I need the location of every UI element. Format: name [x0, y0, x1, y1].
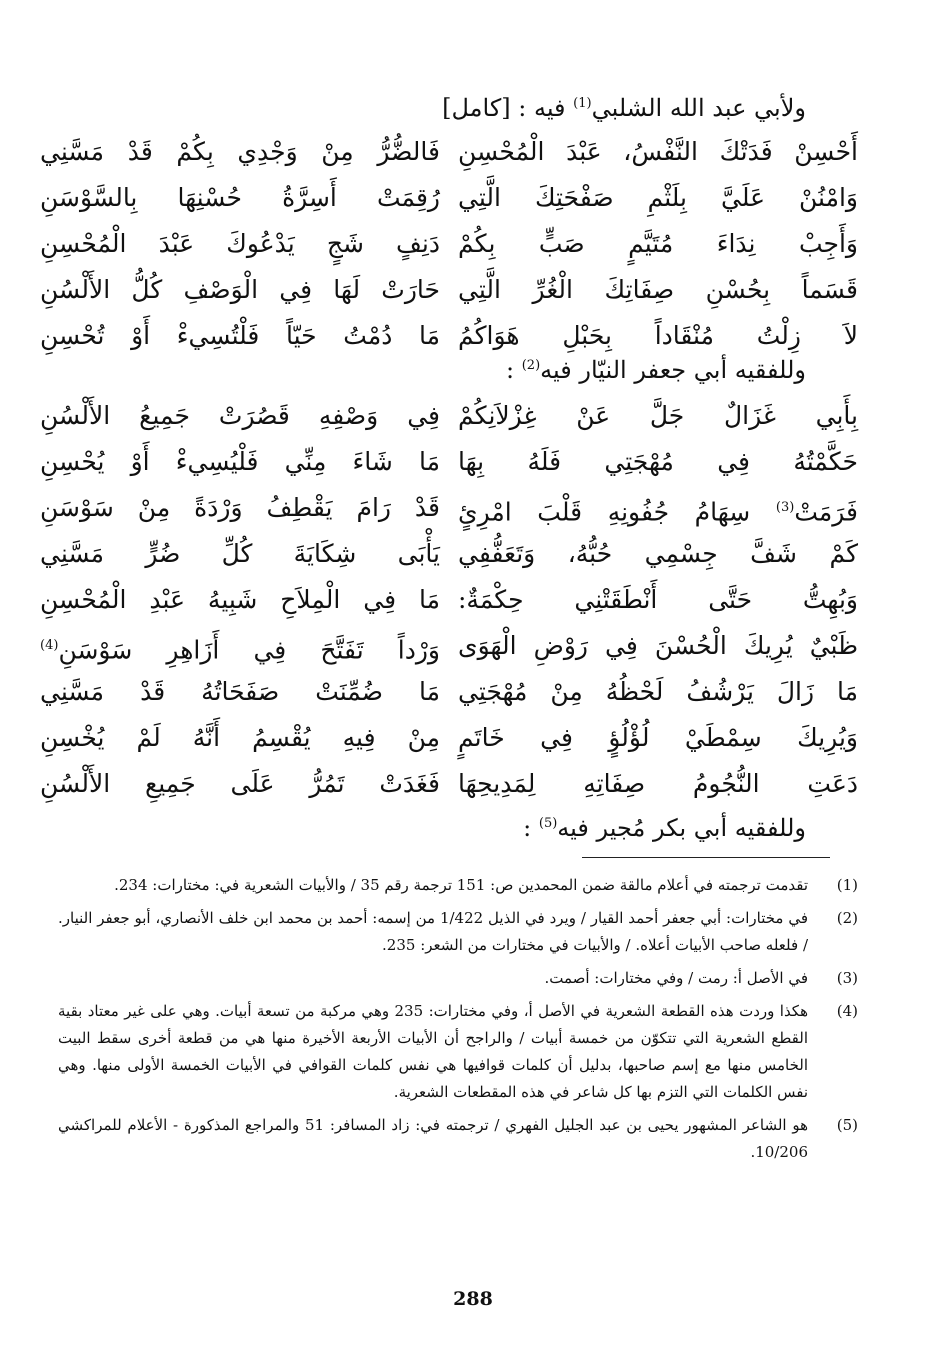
verse: [40, 764, 858, 810]
hemistich-text: فَرَمَتْ: [794, 497, 858, 527]
first-hemistich: كَمْ شَفَّ جِسْمِي حُبُّهُ، وَتَعَفُّفِي: [458, 539, 858, 568]
second-hemistich: فَغَدَتْ تَمُرُّ عَلَى جَمِيعِ الأَلْسُنِ: [40, 769, 440, 798]
verse: [40, 178, 858, 224]
poem-nayyar: [40, 396, 858, 810]
footnotes: [58, 872, 858, 1172]
first-hemistich: وَأَجِبْ نِدَاءَ مُتَيَّمٍ صَبٍّ بِكُمْ: [458, 229, 858, 258]
first-hemistich: مَا زَالَ يَرْشُفُ لَحْظُهُ مِنْ مُهْجَتِي: [458, 677, 858, 706]
verse: [40, 718, 858, 764]
heading-text: وللفقيه أبي جعفر النيّار فيه: [540, 356, 806, 384]
footnote: [58, 998, 858, 1106]
verse: [40, 488, 858, 534]
second-hemistich: مَا دُمْتُ حَيّاً فَلْتُسِيءْ أَوْ تُحْسِنِ: [40, 321, 440, 350]
first-hemistich: أَحْسِنْ فَدَتْكَ النَّفْسُ، عَبْدَ الْمُحْسِنِ: [458, 137, 858, 166]
heading-colon: :: [505, 356, 522, 384]
footnote: [58, 965, 858, 992]
second-hemistich: مَا فِي الْمِلاَحِ شَبِيهُ عَبْدِ الْمُحْسِنِ: [40, 585, 440, 614]
hemistich-text: سِهَامُ جُفُونِهِ قَلْبَ امْرِئٍ: [458, 497, 776, 527]
footnote-ref[interactable]: (1): [573, 96, 592, 111]
first-hemistich: بِأَبِي غَزَالٌ جَلَّ عَنْ غِزْلاَنِكُمْ: [458, 401, 858, 430]
footnote-text: تقدمت ترجمته في أعلام مالقة ضمن المحمدين ص: 151 ترجمة رقم 35 / والأبيات الشعرية في: مختارات: 234.: [114, 876, 808, 894]
verse: [40, 626, 858, 672]
second-hemistich: يَأْبَى شِكَايَةَ كُلِّ ضُرٍّ مَسَّنِي: [40, 539, 440, 568]
verse: [40, 270, 858, 316]
second-hemistich: فِي وَصْفِهِ قَصُرَتْ جَمِيعُ الأَلْسُنِ: [40, 401, 440, 430]
footnote-number: (2): [836, 909, 858, 927]
second-hemistich: قَدْ رَامَ يَقْطِفُ وَرْدَةً مِنْ سَوْسَنِ: [40, 493, 440, 522]
section-heading-shalabi: [442, 88, 806, 124]
poem-shalabi: [40, 132, 858, 362]
first-hemistich: دَعَتِ النُّجُومُ صِفَاتِهِ لِمَدِيحِهَا: [458, 769, 858, 798]
verse: [40, 580, 858, 626]
second-hemistich: مَا ضُمِّنَتْ صَفَحَاتُهُ قَدْ مَسَّنِي: [40, 677, 440, 706]
footnote-number: (5): [836, 1116, 858, 1134]
section-heading-nayyar: [506, 350, 806, 386]
footnote: [58, 872, 858, 899]
footnote-text: في مختارات: أبي جعفر أحمد القيار / ويرد في الذيل 1/422 من إسمه: أحمد بن محمد ابن خلف الأنصاري، أبو جعفر النيار. / فلعله صاحب الأبيات أعلاه. / والأبيات في مختارات من الشعر: 235.: [58, 909, 808, 954]
footnote-ref[interactable]: (3): [775, 500, 795, 515]
first-hemistich: حَكَّمْتُهُ فِي مُهْجَتِي فَلَهُ بِهَا: [458, 447, 858, 476]
section-heading-mujir: [523, 808, 806, 844]
footnote-number: (3): [836, 969, 858, 987]
footnote-separator: [582, 857, 830, 858]
footnote-text: هكذا وردت هذه القطعة الشعرية في الأصل أ، وفي مختارات: 235 وهي مركبة من تسعة أبيات. وهي على غير معتاد بقية القطع الشعرية التي تتكوّن من خمسة أبيات / والراجح أن الأبيات الأربعة الأخيرة منها هي من قطعة أخرى سقط البيت الخامس منها مع إسم صاحبها، بدليل أن كلمات قوافيها هي نفس كلمات القوافي في الأبيات الخمسة الأولى منها. وهي نفس الكلمات التي التزم بها كل شاعر في هذه المقطعات الشعرية.: [58, 1002, 809, 1101]
second-hemistich: مِنْ فِيهِ يُقْسِمُ أَنَّهُ لَمْ يُخْسِنِ: [40, 723, 440, 752]
heading-meter: فيه : [كامل]: [442, 94, 574, 122]
footnote-text: في الأصل أ: رمت / وفي مختارات: أصمت.: [544, 969, 808, 987]
footnote: [58, 1112, 858, 1166]
hemistich-text: وَرْداً تَفَتَّحَ فِي أَزَاهِرِ سَوْسَنِ: [58, 635, 440, 665]
first-hemistich: وَيُرِيكَ سِمْطَيْ لُؤْلُؤٍ فِي خَاتَمٍ: [458, 723, 858, 752]
second-hemistich: دَنِفٍ شَجٍ يَدْعُوكَ عَبْدَ الْمُحْسِنِ: [40, 229, 440, 258]
first-hemistich: وَامْنُنْ عَلَيَّ بِلَثْمِ صَفْحَتِكَ الَّتِي: [458, 183, 858, 212]
verse: [40, 442, 858, 488]
second-hemistich: حَارَتْ لَهَا فِي الْوَصْفِ كُلُّ الأَلْسُنِ: [40, 275, 440, 304]
footnote-ref[interactable]: (2): [521, 358, 541, 373]
second-hemistich: مَا شَاءَ مِنِّي فَلْيُسِيءْ أَوْ يُحْسِنِ: [40, 447, 440, 476]
first-hemistich: ظَبْيٌ يُرِيكَ الْحُسْنَ فِي رَوْضِ الْهَوَى: [458, 631, 858, 660]
footnote-ref[interactable]: (4): [40, 638, 59, 653]
footnote: [58, 905, 858, 959]
verse: [40, 224, 858, 270]
verse: [40, 396, 858, 442]
verse: [40, 672, 858, 718]
footnote-number: (4): [836, 1002, 858, 1020]
first-hemistich: [458, 488, 858, 532]
page-number: 288: [453, 1288, 493, 1310]
second-hemistich: [40, 626, 440, 670]
footnote-text: هو الشاعر المشهور يحيى بن عبد الجليل الفهري / ترجمته في: زاد المسافر: 51 والمراجع المذكورة - الأعلام للمراكشي 10/206.: [58, 1116, 808, 1161]
heading-text: ولأبي عبد الله الشلبي: [591, 94, 806, 122]
heading-text: وللفقيه أبي بكر مُجير فيه: [557, 814, 806, 842]
first-hemistich: قَسَماً بِحُسْنِ صِفَاتِكَ الْغُرِّ الَّتِي: [458, 275, 858, 304]
first-hemistich: لاَ زِلْتُ مُنْقَاداً بِحَبْلِ هَوَاكُمُ: [458, 321, 858, 350]
verse: [40, 132, 858, 178]
second-hemistich: فَالضُّرُّ مِنْ وَجْدِي بِكُمْ قَدْ مَسَّنِي: [40, 137, 440, 166]
footnote-number: (1): [836, 876, 858, 894]
verse: [40, 534, 858, 580]
first-hemistich: وَبُهِتُّ حَتَّى أَنْطَقَتْنِي حِكْمَةٌ:: [458, 585, 858, 614]
second-hemistich: رُقِمَتْ أَسِرَّةُ حُسْنِهَا بِالسَّوْسَنِ: [40, 183, 440, 212]
heading-colon: :: [523, 814, 539, 842]
footnote-ref[interactable]: (5): [538, 816, 558, 831]
